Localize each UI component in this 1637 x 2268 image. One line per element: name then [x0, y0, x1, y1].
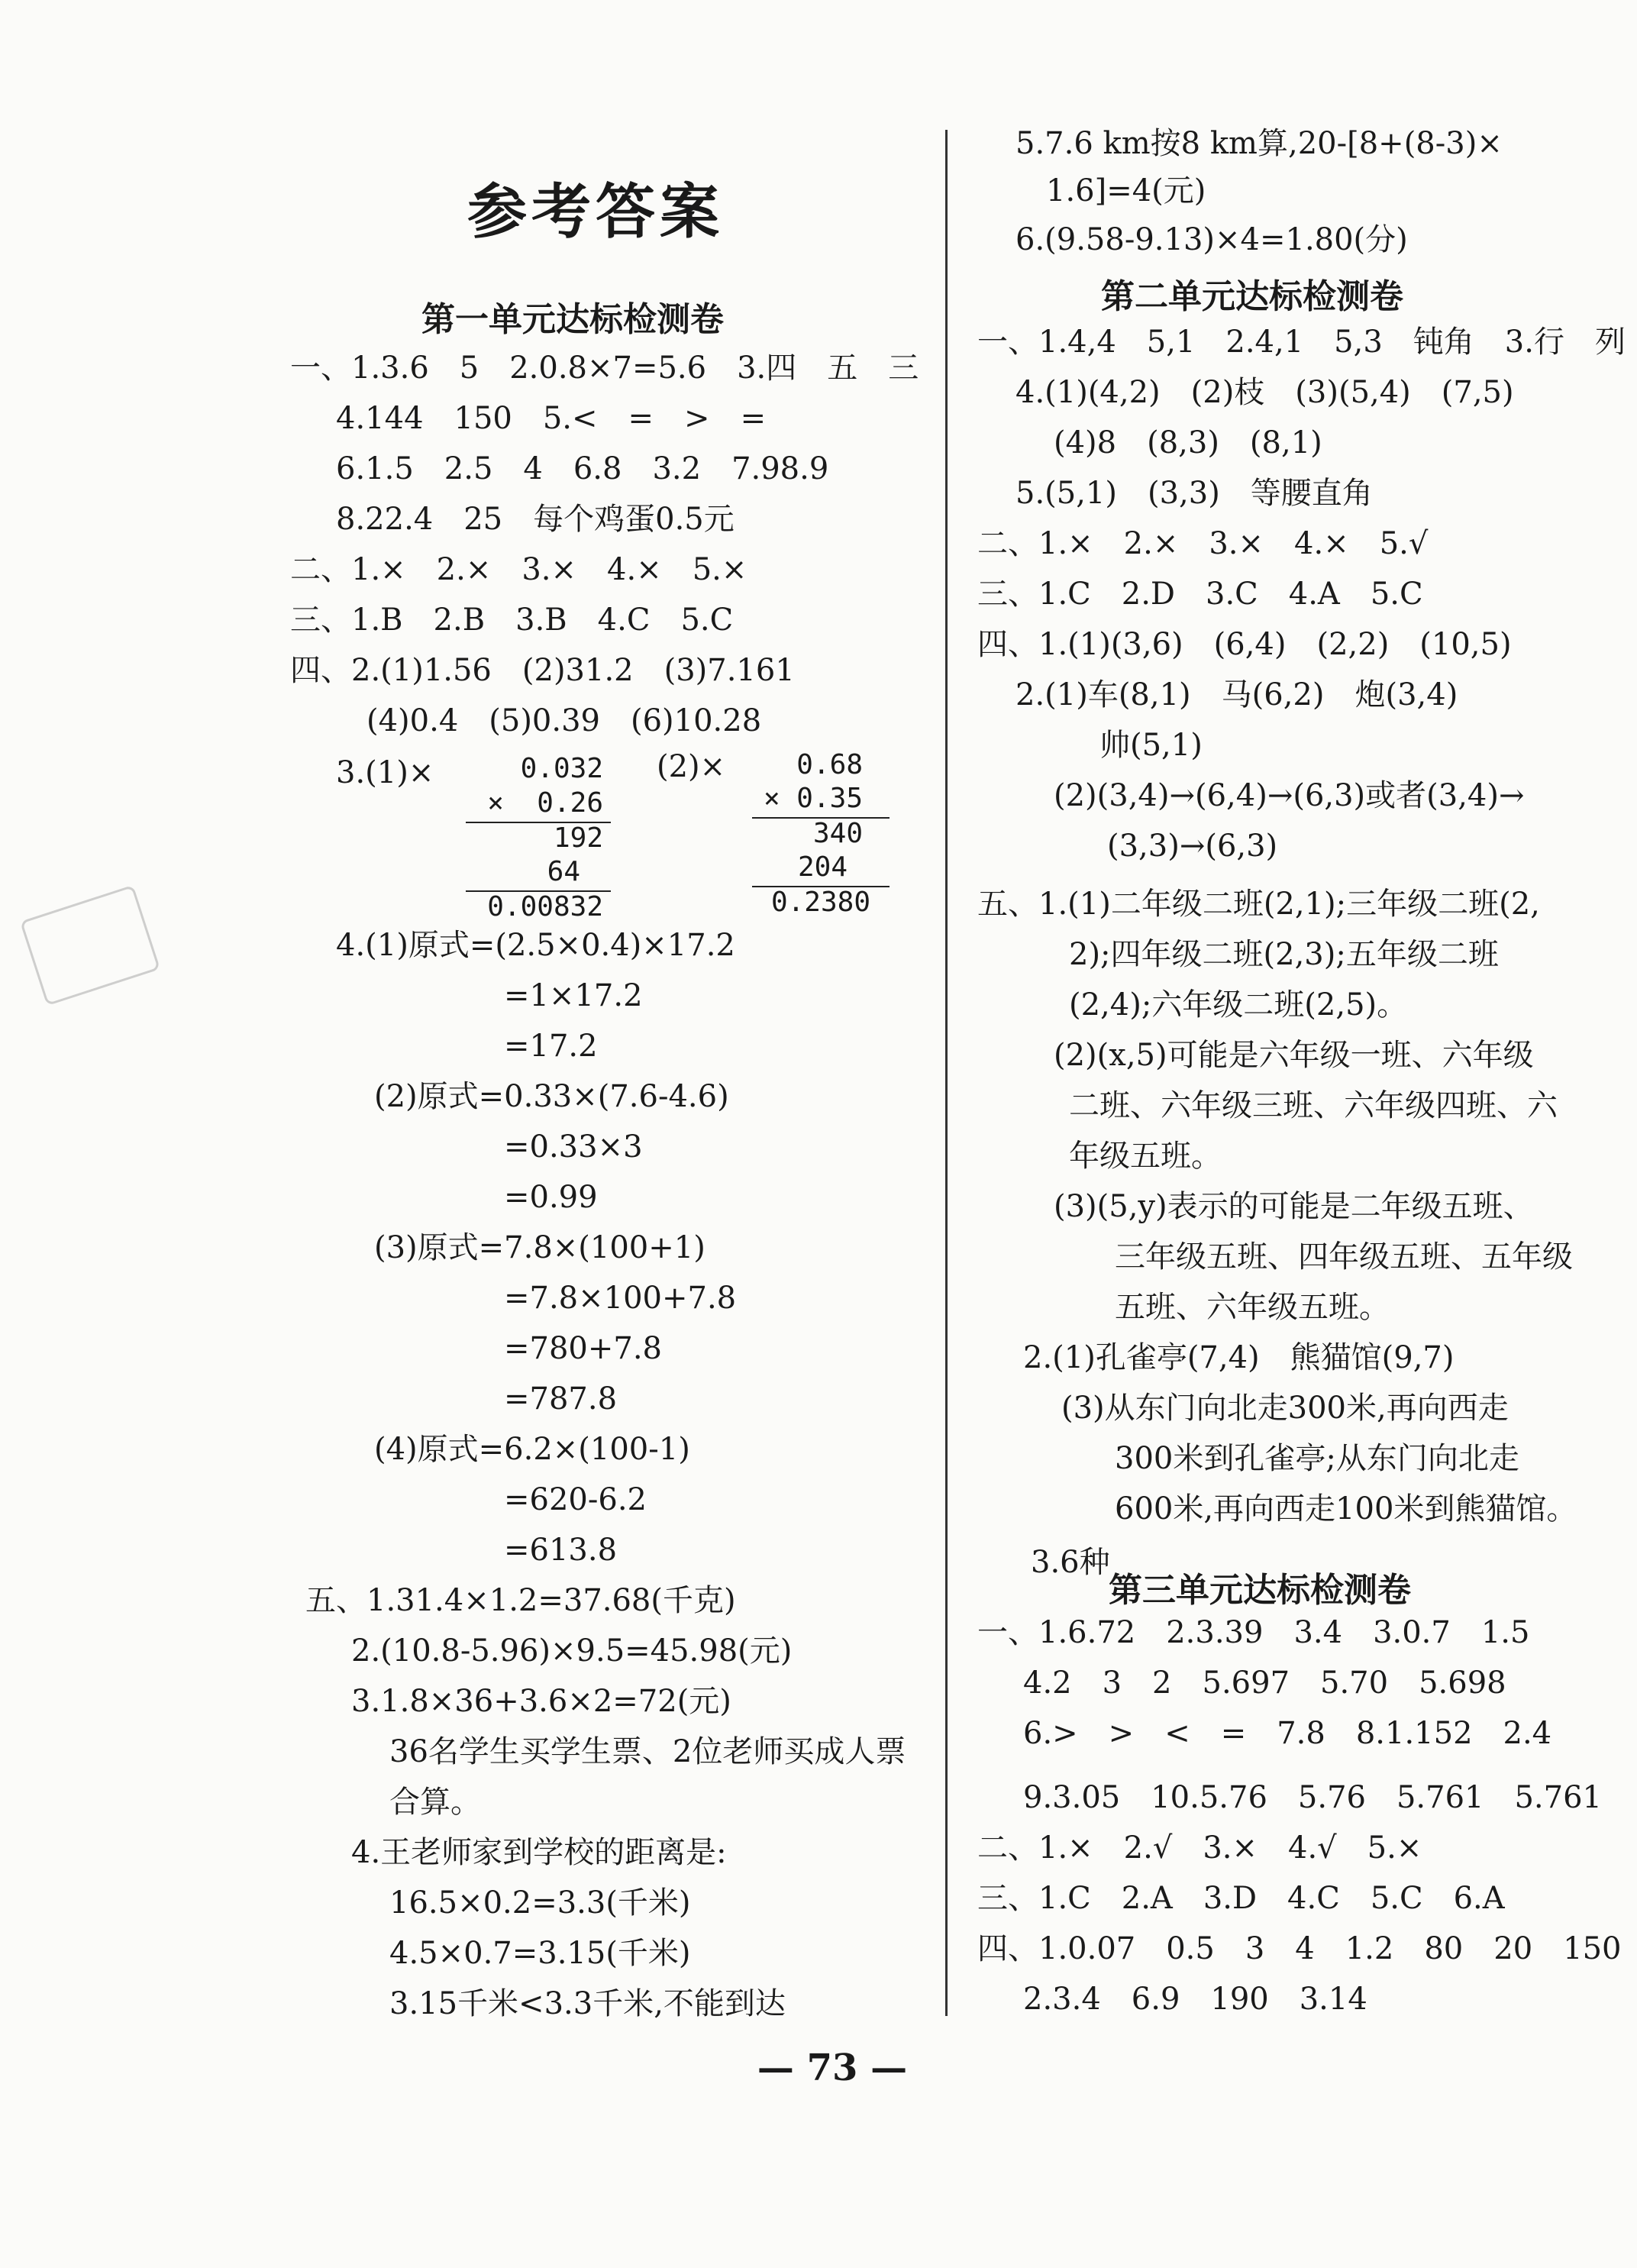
answer-line: 2.(1)孔雀亭(7,4) 熊猫馆(9,7) — [1023, 1340, 1455, 1375]
answer-line: (3)原式=7.8×(100+1) — [374, 1230, 705, 1265]
answer-line: (2,4);六年级二班(2,5)。 — [1069, 987, 1408, 1023]
answer-line: 16.5×0.2=3.3(千米) — [389, 1885, 691, 1921]
answer-line: 9.3.05 10.5.76 5.76 5.761 5.761 — [1023, 1780, 1602, 1815]
answer-line: 5.7.6 km按8 km算,20-[8+(8-3)× — [1015, 126, 1503, 161]
answer-line: 4.(1)原式=(2.5×0.4)×17.2 — [336, 928, 735, 963]
answer-line: (4)原式=6.2×(100-1) — [374, 1432, 690, 1467]
answer-line: (2)原式=0.33×(7.6-4.6) — [374, 1079, 729, 1114]
answer-line: 3.(1)× — [336, 755, 434, 790]
answer-line: 3.6种 — [1031, 1545, 1110, 1580]
unit1-heading: 第一单元达标检测卷 — [421, 300, 724, 339]
answer-line: 三、1.C 2.A 3.D 4.C 5.C 6.A — [977, 1881, 1505, 1916]
answer-line: 4.5×0.7=3.15(千米) — [389, 1936, 691, 1971]
answer-line: =17.2 — [504, 1029, 598, 1064]
answer-line: (2)(3,4)→(6,4)→(6,3)或者(3,4)→ — [1054, 778, 1525, 813]
answer-line: (3,3)→(6,3) — [1107, 829, 1278, 864]
answer-line: =0.33×3 — [504, 1129, 643, 1165]
answer-line: 四、1.0.07 0.5 3 4 1.2 80 20 150 — [977, 1931, 1622, 1966]
answer-line: 四、2.(1)1.56 (2)31.2 (3)7.161 — [290, 653, 795, 688]
answer-line: 5.(5,1) (3,3) 等腰直角 — [1015, 476, 1373, 511]
answer-line: 四、1.(1)(3,6) (6,4) (2,2) (10,5) — [977, 627, 1512, 662]
answer-line: 3.1.8×36+3.6×2=72(元) — [351, 1684, 731, 1719]
answer-line: 五、1.(1)二年级二班(2,1);三年级二班(2, — [977, 887, 1540, 922]
answer-line: 一、1.6.72 2.3.39 3.4 3.0.7 1.5 — [977, 1615, 1530, 1650]
answer-line: (4)8 (8,3) (8,1) — [1054, 425, 1322, 460]
answer-line: 帅(5,1) — [1099, 728, 1203, 763]
answer-line: 4.王老师家到学校的距离是: — [351, 1835, 727, 1870]
answer-line: 6.> > < = 7.8 8.1.152 2.4 — [1023, 1716, 1552, 1751]
answer-line: 36名学生买学生票、2位老师买成人票 — [389, 1734, 906, 1769]
answer-line: 2);四年级二班(2,3);五年级二班 — [1069, 937, 1499, 972]
calc-mult: × 0.26 — [487, 787, 603, 819]
answer-line: 二班、六年级三班、六年级四班、六 — [1069, 1088, 1558, 1123]
answer-line: (2)× — [657, 749, 726, 784]
answer-line: 二、1.× 2.× 3.× 4.× 5.× — [290, 552, 747, 587]
calc-top: 0.68 — [796, 749, 863, 780]
column-divider — [945, 130, 948, 2016]
calc-mult: × 0.35 — [763, 783, 863, 814]
answer-line: =1×17.2 — [504, 978, 643, 1013]
answer-line: 6.(9.58-9.13)×4=1.80(分) — [1015, 222, 1408, 257]
answer-line: 1.6]=4(元) — [1046, 173, 1206, 208]
calc-result: 0.00832 — [487, 891, 603, 922]
calc-partial: 64 — [547, 856, 580, 887]
answer-line: =7.8×100+7.8 — [504, 1281, 737, 1316]
answer-line: 五、1.31.4×1.2=37.68(千克) — [305, 1583, 736, 1618]
answer-line: 4.2 3 2 5.697 5.70 5.698 — [1023, 1665, 1506, 1701]
answer-line: 合算。 — [389, 1785, 481, 1820]
calc-top: 0.032 — [520, 753, 603, 784]
answer-line: (3)从东门向北走300米,再向西走 — [1061, 1391, 1509, 1426]
calc-partial: 192 — [553, 822, 603, 854]
answer-line: =0.99 — [504, 1180, 598, 1215]
answer-line: 三年级五班、四年级五班、五年级 — [1115, 1239, 1573, 1275]
answer-line: =613.8 — [504, 1533, 618, 1568]
answer-line: =780+7.8 — [504, 1331, 662, 1366]
stamp-logo — [20, 885, 160, 1006]
answer-line: 300米到孔雀亭;从东门向北走 — [1115, 1441, 1519, 1476]
answer-line: (4)0.4 (5)0.39 (6)10.28 — [366, 703, 762, 738]
answer-line: 6.1.5 2.5 4 6.8 3.2 7.98.9 — [336, 451, 829, 486]
answer-line: 三、1.C 2.D 3.C 4.A 5.C — [977, 577, 1423, 612]
calc-result: 0.2380 — [770, 887, 870, 918]
answer-line: 年级五班。 — [1069, 1139, 1222, 1174]
calc-partial: 340 — [812, 818, 863, 849]
answer-line: 3.15千米<3.3千米,不能到达 — [389, 1986, 786, 2021]
answer-line: (2)(x,5)可能是六年级一班、六年级 — [1054, 1038, 1534, 1073]
answer-line: 2.3.4 6.9 190 3.14 — [1023, 1982, 1367, 2017]
answer-line: 二、1.× 2.× 3.× 4.× 5.√ — [977, 526, 1429, 561]
answer-line: 4.144 150 5.< = > = — [336, 401, 767, 436]
answer-line: 一、1.4,4 5,1 2.4,1 5,3 钝角 3.行 列 — [977, 325, 1626, 360]
answer-line: 8.22.4 25 每个鸡蛋0.5元 — [336, 502, 735, 537]
page-number: — 73 — — [757, 2047, 908, 2089]
answer-line: =787.8 — [504, 1381, 618, 1417]
unit3-heading: 第三单元达标检测卷 — [1109, 1571, 1411, 1610]
unit2-heading: 第二单元达标检测卷 — [1101, 277, 1403, 316]
calc-partial: 204 — [797, 851, 848, 883]
answer-line: 2.(1)车(8,1) 马(6,2) 炮(3,4) — [1015, 677, 1458, 712]
answer-line: 二、1.× 2.√ 3.× 4.√ 5.× — [977, 1830, 1422, 1866]
answer-line: (3)(5,y)表示的可能是二年级五班、 — [1054, 1189, 1534, 1224]
answer-line: 五班、六年级五班。 — [1115, 1290, 1390, 1325]
answer-line: =620-6.2 — [504, 1482, 647, 1517]
answer-line: 2.(10.8-5.96)×9.5=45.98(元) — [351, 1633, 793, 1669]
answer-line: 4.(1)(4,2) (2)枝 (3)(5,4) (7,5) — [1015, 375, 1514, 410]
answer-line: 三、1.B 2.B 3.B 4.C 5.C — [290, 603, 734, 638]
answer-line: 600米,再向西走100米到熊猫馆。 — [1115, 1491, 1577, 1527]
answer-line: 一、1.3.6 5 2.0.8×7=5.6 3.四 五 三 — [290, 351, 919, 386]
page-title: 参考答案 — [467, 177, 724, 247]
